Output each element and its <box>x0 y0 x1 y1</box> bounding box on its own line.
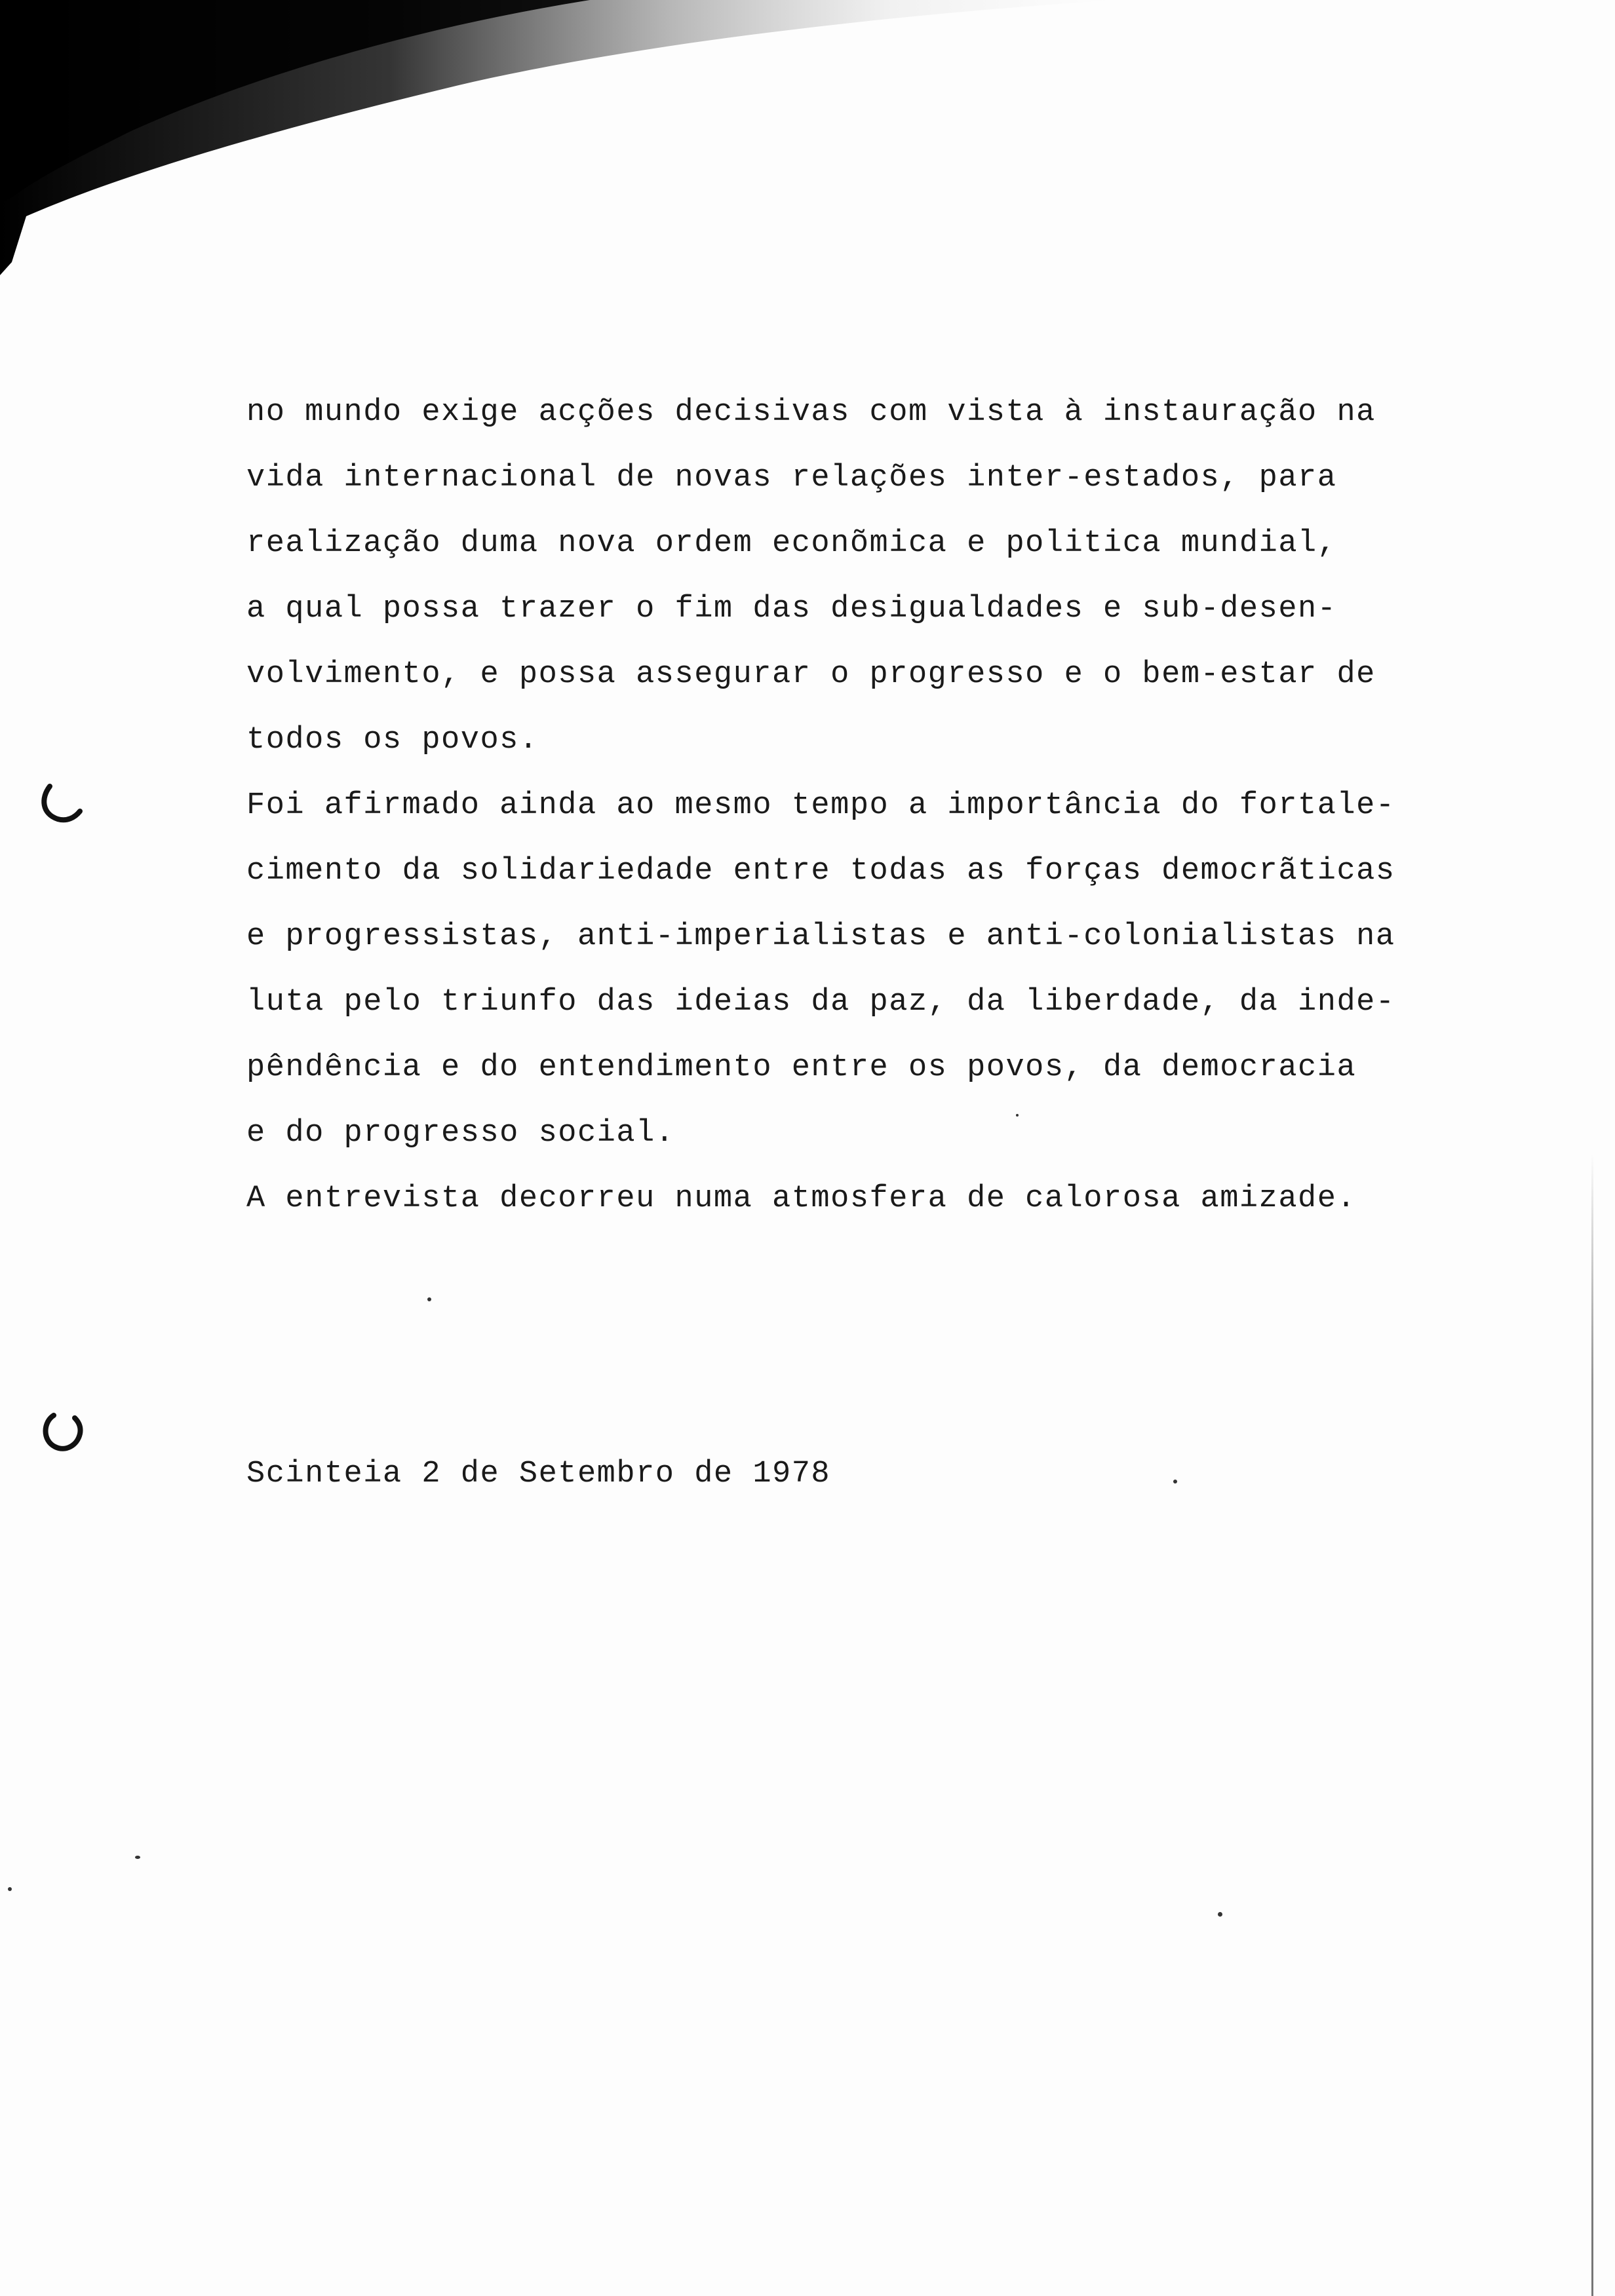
text-line: e progressistas, anti-imperialistas e anti-colonialistas na <box>246 919 1395 954</box>
text-line: todos os povos. <box>246 723 539 757</box>
speck <box>1218 1912 1222 1917</box>
speck <box>427 1297 431 1301</box>
text-line: volvimento, e possa assegurar o progresso e o bem-estar de <box>246 657 1376 692</box>
text-line: a qual possa trazer o fim das desigualdades e sub-desen- <box>246 592 1337 626</box>
text-line: cimento da solidariedade entre todas as forças democrãticas <box>246 854 1395 889</box>
source-citation: Scinteia 2 de Setembro de 1978 <box>246 1457 831 1491</box>
text-line: A entrevista decorreu numa atmosfera de calorosa amizade. <box>246 1181 1357 1216</box>
text-line: pêndência e do entendimento entre os povos, da democracia <box>246 1050 1357 1085</box>
text-line: vida internacional de novas relações inter-estados, para <box>246 461 1337 495</box>
speck <box>1173 1480 1177 1483</box>
text-line: e do progresso social. <box>246 1116 675 1151</box>
text-line: Foi afirmado ainda ao mesmo tempo a importância do fortale- <box>246 788 1395 823</box>
text-line: no mundo exige acções decisivas com vista à instauração na <box>246 395 1376 430</box>
body-text <box>246 380 1426 1232</box>
punch-hole-mark-top <box>38 780 85 827</box>
scanner-shadow <box>0 0 1615 275</box>
punch-hole-mark-bottom <box>38 1409 85 1456</box>
text-line: luta pelo triunfo das ideias da paz, da liberdade, da inde- <box>246 985 1395 1020</box>
speck <box>135 1856 140 1859</box>
page-edge-line <box>1591 1153 1593 2296</box>
speck <box>8 1887 12 1891</box>
text-line: realização duma nova ordem econõmica e politica mundial, <box>246 526 1337 561</box>
